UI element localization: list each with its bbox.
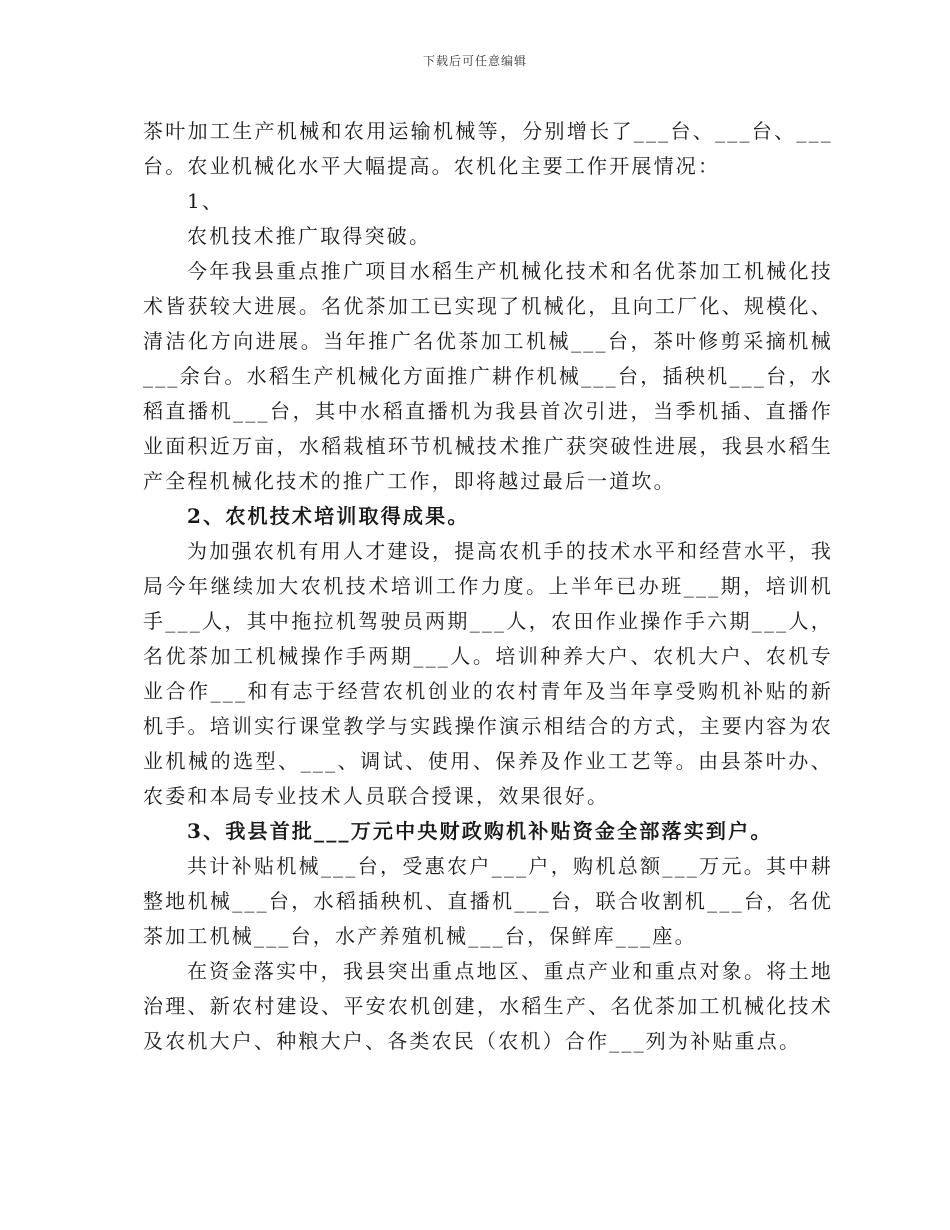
paragraph-tech-promotion: 今年我县重点推广项目水稻生产机械化技术和名优茶加工机械化技术皆获较大进展。名优茶加工已实现了机械化，且向工厂化、规模化、清洁化方向进展。当年推广名优茶加工机械___台，茶叶修剪采摘机械___余台。水稻生产机械化方面推广耕作机械___台，插秧机___台，水稻直播机___台，其中水稻直播机为我县首次引进，当季机插、直播作业面积近万亩，水稻栽植环节机械技术推广获突破性进展，我县水稻生产全程机械化技术的推广工作，即将越过最后一道坎。: [143, 259, 833, 493]
page-header: 下载后可任意编辑: [422, 54, 527, 68]
list-number-1: 1、: [187, 189, 225, 213]
heading-tech-promotion: 农机技术推广取得突破。: [187, 224, 432, 248]
document-body: [143, 114, 833, 1059]
paragraph-subsidy-focus: 在资金落实中，我县突出重点地区、重点产业和重点对象。将土地治理、新农村建设、平安农机创建，水稻生产、名优茶加工机械化技术及农机大户、种粮大户、各类农民（农机）合作___列为补贴重点。: [143, 959, 833, 1053]
paragraph-intro: 茶叶加工生产机械和农用运输机械等，分别增长了___台、___台、___台。农业机械化水平大幅提高。农机化主要工作开展情况：: [143, 119, 833, 178]
heading-tech-training: 2、农机技术培训取得成果。: [187, 504, 470, 528]
paragraph-tech-training: 为加强农机有用人才建设，提高农机手的技术水平和经营水平，我局今年继续加大农机技术培训工作力度。上半年已办班___期，培训机手___人，其中拖拉机驾驶员两期___人，农田作业操作手六期___人，名优茶加工机械操作手两期___人。培训种养大户、农机大户、农机专业合作___和有志于经营农机创业的农村青年及当年享受购机补贴的新机手。培训实行课堂教学与实践操作演示相结合的方式，主要内容为农业机械的选型、___、调试、使用、保养及作业工艺等。由县茶叶办、农委和本局专业技术人员联合授课，效果很好。: [143, 539, 833, 808]
heading-subsidy: 3、我县首批___万元中央财政购机补贴资金全部落实到户。: [187, 819, 773, 843]
paragraph-subsidy-totals: 共计补贴机械___台，受惠农户___户，购机总额___万元。其中耕整地机械___台，水稻插秧机、直播机___台，联合收割机___台，名优茶加工机械___台，水产养殖机械___台，保鲜库___座。: [143, 854, 833, 948]
